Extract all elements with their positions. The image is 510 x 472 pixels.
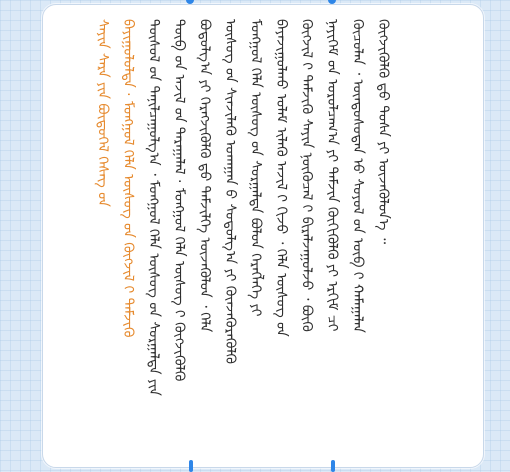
- text-column-7: ᠮᠣᠩᠭᠣᠯ ᠬᠡᠯᠡ ᠦᠰᠦᠭ ᠦ᠋ᠨ ᠰᠤᠷᠭᠠᠯᠲᠠ ᠪᠣᠯᠣᠨ ᠬᠡᠷᠡᠭᠯᠡᠭᠡ ᠶᠢ: [247, 19, 264, 317]
- text-column-9: ᠬᠥᠭᠵᠢᠯ ᠢ᠋ ᠳᠡᠮᠵᠢᠬᠦ ᠰᠠᠶᠢᠨ ᠨᠥᠬᠦᠴᠡᠯ ᠢ᠋ ᠪᠢᠷᠠᠯᠵᠠᠭᠤᠯᠵᠤ ᠂ ᠪᠦᠬᠦ: [298, 19, 315, 332]
- text-column-12: ᠬᠥᠭᠵᠢᠭᠦᠯᠬᠦ ᠳ᠋ᠤ ᠲᠤᠰᠠ ᠶᠢ ᠦᠵᠡᠭᠦᠯᠦᠨ᠎ᠡ ᠃: [375, 19, 391, 245]
- text-column-4: ᠲᠥᠪ ᠦ᠋ᠨ ᠠᠵᠢᠯ ᠤ᠋ᠨ ᠳᠠᠷᠠᠭᠠᠯᠠᠯ · ᠮᠣᠩᠭᠣᠯ ᠬᠡᠯᠡ ᠦᠰᠦᠭ ᠢ᠋ ᠬᠥᠭᠵᠢᠭᠦᠯᠬᠦ: [171, 19, 187, 382]
- mongolian-text-block: [89, 19, 484, 459]
- document-card: [42, 4, 484, 468]
- text-column-8: ᠪᠠᠶᠠᠵᠢᠭᠤᠯᠬᠤ ᠤᠯᠠᠮ ᠢᠯᠡᠬᠦ ᠠᠵᠢᠯ ᠢ᠋ ᠬᠢᠵᠦ ᠂ ᠬᠡᠯᠡ ᠦᠰᠦᠭ ᠦ᠋ᠨ: [273, 19, 289, 337]
- text-column-3: ᠲᠥᠰᠦᠯ ᠦ᠋ᠨ ᠲᠠᠨᠢᠯᠴᠠᠭᠤᠯᠭ᠎ᠠ ᠂ ᠮᠣᠩᠭᠣᠯ ᠬᠡᠯᠡ ᠦᠰᠦᠭ ᠦ᠋ᠨ ᠰᠤᠷᠭᠠᠯᠲᠠ ᠶᠢᠨ: [145, 19, 162, 396]
- text-column-5: ᠪᠣᠳᠣᠯᠭ᠎ᠠ ᠶᠢ ᠬᠡᠷᠡᠭᠵᠢᠭᠦᠯᠬᠦ ᠳ᠋ᠤ ᠳᠡᠮᠵᠢᠯᠭᠡ ᠦᠵᠡᠭᠦᠯᠦᠨ ᠂ ᠬᠡᠯᠡ: [196, 19, 213, 333]
- text-column-2: ᠪᠠᠶᠢᠭᠤᠯᠤᠯᠲᠠ · ᠮᠣᠩᠭᠣᠯ ᠬᠡᠯᠡ ᠦᠰᠦᠭ ᠦ᠋ᠨ ᠬᠥᠭᠵᠢᠯ ᠢ᠋ ᠳᠡᠮᠵᠢᠬᠦ: [120, 19, 136, 338]
- bottom-right-handle[interactable]: [331, 460, 335, 472]
- text-column-10: ᠨᠡᠶᠢᠭᠡᠮ ᠦ᠋ᠨ ᠣᠷᠣᠯᠴᠠᠭ᠎ᠠ ᠶᠢ ᠳᠡᠮᠵᠢᠨ ᠬᠥᠬᠢᠭᠦᠯᠬᠦ ᠶᠢ ᠡᠷᠬᠢᠮ ᠴᠢ: [324, 19, 340, 332]
- text-column-1: ᠰᠠᠶᠢᠨ ᠰᠠᠷᠠ ᠶᠢᠨ ᠪᠦᠲᠦᠭᠡᠯ ᠬᠡᠰᠡᠭ ᠤ᠋ᠨ: [94, 19, 111, 207]
- text-column-11: ᠬᠦᠴᠦᠯᠡᠨ ᠂ ᠦᠨᠳᠦᠰᠦᠲᠡᠨ ᠦ᠋ ᠰᠣᠶᠣᠯ ᠤ᠋ᠨ ᠥᠪ ᠢ᠋ ᠬᠠᠮᠠᠭᠠᠯᠠᠨ: [349, 19, 366, 333]
- text-column-6: ᠦᠰᠦᠭ ᠦ᠋ᠨ ᠰᠢᠨᠵᠢᠯᠡᠬᠦ ᠤᠬᠠᠭᠠᠨ ᠤ᠋ ᠰᠤᠳᠤᠯᠭ᠎ᠠ ᠶᠢ ᠭᠦᠨᠵᠡᠭᠦᠷᠡᠭᠦᠯᠬᠦ: [222, 19, 238, 365]
- bottom-left-handle[interactable]: [189, 460, 193, 472]
